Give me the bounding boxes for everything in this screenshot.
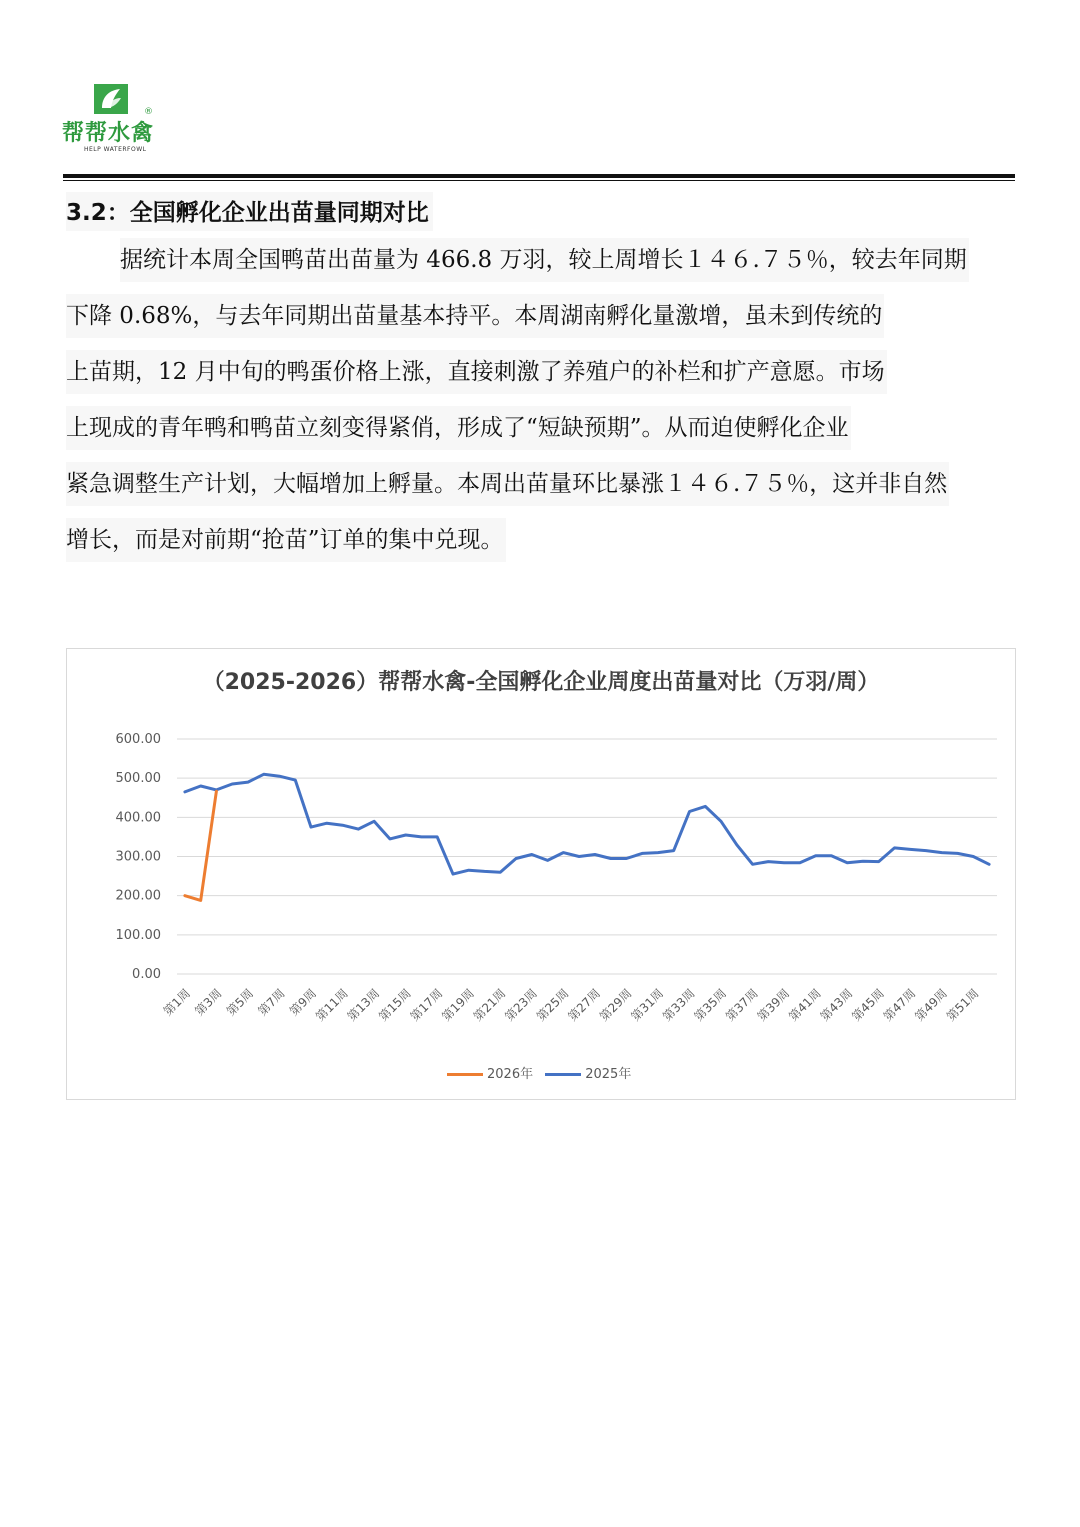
x-tick-label: 第7周 [255, 986, 288, 1019]
legend-swatch-2025 [545, 1073, 581, 1076]
y-tick-label: 300.00 [115, 849, 161, 865]
x-tick-label: 第17周 [407, 986, 446, 1024]
chart-legend [447, 1063, 639, 1083]
paragraph-line: 上苗期，12 月中旬的鸭蛋价格上涨，直接刺激了养殖户的补栏和扩产意愿。市场 [66, 350, 887, 394]
x-tick-label: 第27周 [565, 986, 604, 1024]
paragraph-line: 增长，而是对前期“抢苗”订单的集中兑现。 [66, 518, 506, 562]
x-tick-label: 第25周 [533, 986, 572, 1024]
legend-item-2026 [447, 1063, 533, 1082]
x-tick-label: 第45周 [849, 986, 887, 1024]
header-divider-thin [63, 180, 1015, 181]
section-title: 3.2：全国孵化企业出苗量同期对比 [66, 192, 433, 231]
x-tick-label: 第31周 [628, 986, 667, 1024]
legend-swatch-2026 [447, 1073, 483, 1076]
x-tick-label: 第51周 [943, 986, 982, 1024]
paragraph-line: 据统计本周全国鸭苗出苗量为 466.8 万羽，较上周增长１４６.７５％，较去年同期 [120, 238, 969, 282]
logo-registered-mark: ® [144, 107, 153, 117]
line-chart [67, 649, 1015, 1099]
logo-subtitle: HELP WATERFOWL [84, 146, 147, 153]
chart-title: （2025-2026）帮帮水禽-全国孵化企业周度出苗量对比（万羽/周） [202, 670, 880, 695]
series-line-2026 [185, 791, 217, 900]
x-tick-label: 第41周 [786, 986, 824, 1024]
x-tick-label: 第35周 [691, 986, 730, 1024]
x-tick-label: 第1周 [160, 986, 194, 1019]
series-line-2025 [185, 774, 989, 874]
chart-container [66, 648, 1016, 1100]
x-tick-label: 第37周 [723, 986, 761, 1024]
x-tick-label: 第21周 [470, 986, 509, 1024]
x-tick-label: 第5周 [223, 986, 257, 1019]
x-tick-label: 第39周 [754, 986, 793, 1024]
legend-label-2025: 2025年 [585, 1067, 632, 1082]
paragraph-line: 上现成的青年鸭和鸭苗立刻变得紧俏，形成了“短缺预期”。从而迫使孵化企业 [66, 406, 851, 450]
paragraph-line: 下降 0.68%，与去年同期出苗量基本持平。本周湖南孵化量激增，虽未到传统的 [66, 294, 884, 338]
company-logo [62, 80, 172, 162]
x-tick-label: 第29周 [596, 986, 635, 1024]
x-tick-label: 第9周 [286, 986, 320, 1019]
y-tick-label: 100.00 [115, 927, 161, 943]
header-divider [63, 174, 1015, 178]
logo-name: 帮帮水禽 [62, 121, 155, 146]
y-tick-label: 200.00 [115, 888, 161, 904]
y-tick-label: 600.00 [115, 732, 161, 747]
logo-leaf-icon [94, 84, 128, 114]
x-tick-label: 第43周 [817, 986, 856, 1024]
x-tick-label: 第3周 [192, 986, 225, 1019]
paragraph-line: 紧急调整生产计划，大幅增加上孵量。本周出苗量环比暴涨１４６.７５％，这并非自然 [66, 462, 949, 506]
y-tick-label: 0.00 [132, 967, 161, 982]
y-tick-label: 500.00 [115, 771, 161, 787]
x-tick-label: 第13周 [344, 986, 383, 1024]
x-tick-label: 第47周 [880, 986, 919, 1024]
x-tick-label: 第15周 [376, 986, 414, 1024]
legend-item-2025 [545, 1063, 631, 1082]
x-tick-label: 第11周 [313, 986, 351, 1024]
x-tick-label: 第49周 [912, 986, 950, 1024]
x-tick-label: 第33周 [659, 986, 698, 1024]
x-tick-label: 第19周 [439, 986, 477, 1024]
y-tick-label: 400.00 [115, 810, 161, 826]
x-tick-label: 第23周 [502, 986, 540, 1024]
legend-label-2026: 2026年 [487, 1067, 534, 1082]
